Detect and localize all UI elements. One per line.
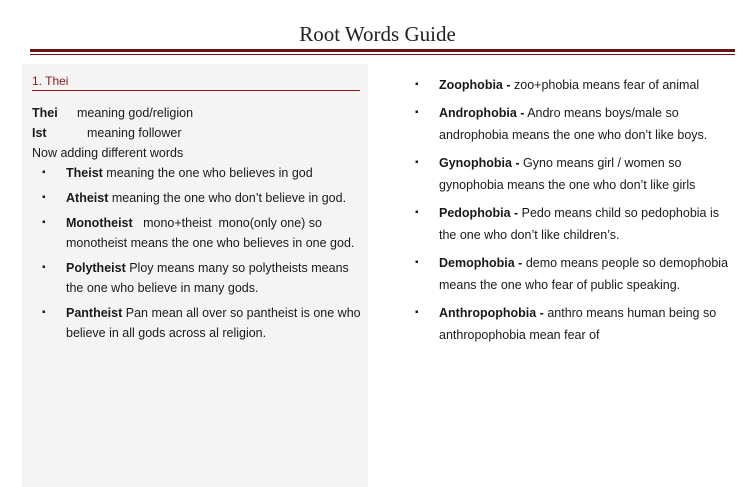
left-column xyxy=(22,64,368,487)
bullet-icon: ▪ xyxy=(42,262,46,273)
list-item-term: Pantheist xyxy=(66,306,123,320)
list-item-term: Pedophobia - xyxy=(439,206,519,220)
definition-meaning: meaning god/religion xyxy=(77,106,194,120)
list-item-text: demo means people so demophobia means the one who fear of public speaking. xyxy=(439,256,729,292)
list-item-text: Gyno means girl / women so gynophobia means the one who don’t like girls xyxy=(439,156,696,192)
list-item xyxy=(42,213,362,253)
definition-ist xyxy=(32,123,368,143)
list-item-term: Anthropophobia - xyxy=(439,306,544,320)
list-item xyxy=(42,163,362,183)
list-item-term: Atheist xyxy=(66,191,109,205)
theism-list xyxy=(42,163,362,343)
definition-meaning: meaning follower xyxy=(87,126,182,140)
list-item xyxy=(415,202,729,246)
bullet-icon: ▪ xyxy=(415,79,419,90)
section-heading: 1. Thei xyxy=(32,74,360,91)
list-item xyxy=(415,74,729,96)
list-item-term: Androphobia - xyxy=(439,106,525,120)
bullet-icon: ▪ xyxy=(415,107,419,118)
list-item xyxy=(415,152,729,196)
list-item-text: Pan mean all over so pantheist is one who believe in all gods across al religion. xyxy=(66,306,361,340)
definition-thei xyxy=(32,103,368,123)
list-item-text: meaning the one who don’t believe in god. xyxy=(108,191,347,205)
title-rule xyxy=(30,49,735,52)
list-item-text: meaning the one who believes in god xyxy=(102,166,313,180)
bullet-icon: ▪ xyxy=(42,167,46,178)
definition-term: Ist xyxy=(32,126,47,140)
list-item-text: Pedo means child so pedophobia is the one who don’t like children’s. xyxy=(439,206,720,242)
list-item xyxy=(415,252,729,296)
bullet-icon: ▪ xyxy=(42,217,46,228)
bullet-icon: ▪ xyxy=(415,157,419,168)
list-item-text: Andro means boys/male so androphobia means the one who don’t like boys. xyxy=(439,106,708,142)
title-rule-thin xyxy=(30,54,735,55)
bullet-icon: ▪ xyxy=(42,192,46,203)
right-column xyxy=(394,74,740,352)
list-item xyxy=(42,258,362,298)
definition-term: Thei xyxy=(32,106,58,120)
list-item-text: Ploy means many so polytheists means the one who believe in many gods. xyxy=(66,261,349,295)
list-item-term: Polytheist xyxy=(66,261,126,275)
list-item-term: Demophobia - xyxy=(439,256,523,270)
list-item-term: Gynophobia - xyxy=(439,156,520,170)
list-item xyxy=(415,302,729,346)
bullet-icon: ▪ xyxy=(415,307,419,318)
phobia-list xyxy=(415,74,729,346)
list-item xyxy=(42,188,362,208)
list-item-term: Zoophobia - xyxy=(439,78,511,92)
bullet-icon: ▪ xyxy=(415,257,419,268)
list-item-term: Theist xyxy=(66,166,103,180)
list-item-term: Monotheist xyxy=(66,216,133,230)
page-title: Root Words Guide xyxy=(299,22,456,46)
bullet-icon: ▪ xyxy=(415,207,419,218)
list-item-text: anthro means human being so anthropophobia mean fear of xyxy=(439,306,717,342)
bullet-icon: ▪ xyxy=(42,307,46,318)
list-item-text: zoo+phobia means fear of animal xyxy=(510,78,700,92)
intro-text: Now adding different words xyxy=(32,146,184,160)
list-item xyxy=(42,303,362,343)
list-item xyxy=(415,102,729,146)
list-item-text: mono+theist mono(only one) so monotheist means the one who believes in one god. xyxy=(66,216,355,250)
